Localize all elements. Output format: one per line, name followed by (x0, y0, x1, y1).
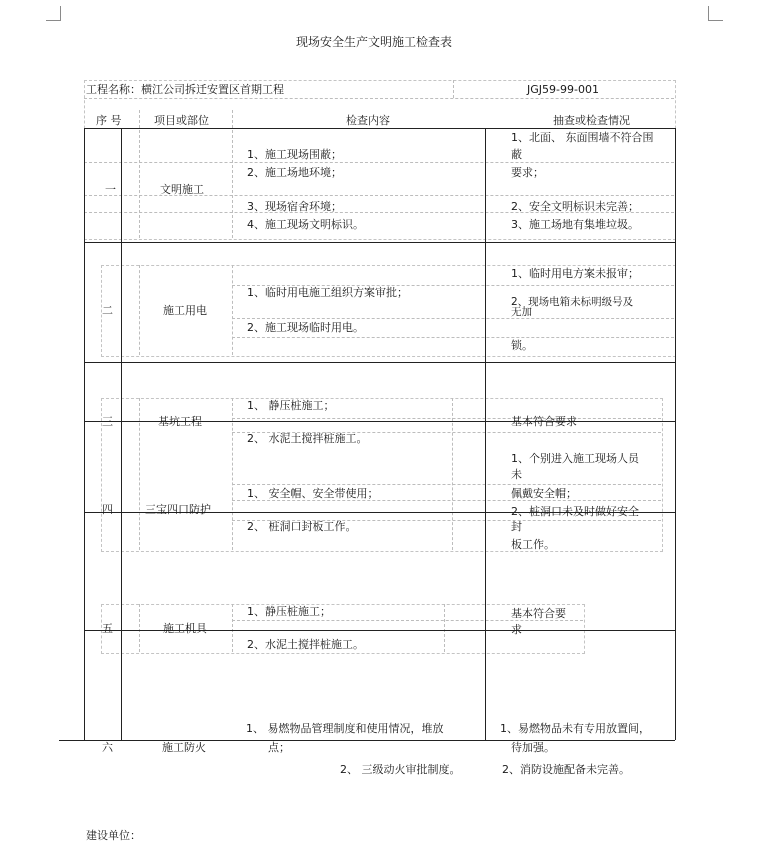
result-line: 佩戴安全帽； (511, 487, 577, 500)
section-seq: 一 (105, 183, 116, 196)
row-guide (84, 98, 674, 99)
result-line: 要求； (511, 166, 544, 179)
col-guide (232, 604, 233, 652)
result-line: 2、安全文明标识未完善； (511, 200, 639, 213)
col-guide (232, 265, 233, 355)
section-seq: 五 (102, 622, 113, 635)
col-guide (139, 265, 140, 355)
result-line: 1、北面、 东面围墙不符合围 (511, 131, 654, 144)
result-line: 求 (511, 623, 522, 636)
result-line: 封 (511, 520, 522, 533)
document-title: 现场安全生产文明施工检查表 (296, 35, 453, 49)
section-name: 三宝四口防护 (145, 503, 211, 516)
result-line: 2、消防设施配备未完善。 (502, 763, 630, 776)
row-guide (232, 620, 583, 621)
table-bottom-line (59, 740, 675, 741)
row-line (84, 242, 675, 243)
table-frame-guide (84, 80, 676, 240)
content-line: 2、 三级动火审批制度。 (340, 763, 461, 776)
content-line: 1、施工现场围蔽； (247, 148, 342, 161)
result-line: 2、桩洞口未及时做好安全 (511, 505, 639, 518)
result-line: 板工作。 (511, 538, 555, 551)
section-name: 施工防火 (162, 741, 206, 754)
result-line: 1、易燃物品未有专用放置间， (500, 722, 650, 735)
row-guide (232, 318, 674, 319)
result-line: 无加 (511, 306, 532, 318)
header-result: 抽查或检查情况 (553, 114, 630, 127)
section-seq: 三 (102, 415, 113, 428)
content-line: 4、施工现场文明标识。 (247, 218, 364, 231)
result-line: 2、现场电箱未标明级号及 (511, 296, 634, 308)
result-line: 未 (511, 468, 522, 481)
col-guide (453, 80, 454, 98)
row-guide (232, 484, 661, 485)
result-line: 基本符合要 (511, 607, 566, 620)
content-line: 1、静压桩施工； (247, 605, 331, 618)
header-seq: 序 号 (96, 114, 122, 127)
result-line: 3、施工场地有集堆垃圾。 (511, 218, 639, 231)
col-line-2 (485, 128, 486, 740)
col-line-1 (121, 128, 122, 740)
row-guide (232, 337, 674, 338)
result-line: 待加强。 (511, 741, 555, 754)
col-guide (444, 604, 445, 652)
row-guide (232, 500, 661, 501)
row-guide (232, 418, 661, 419)
content-line: 1、 易燃物品管理制度和使用情况，堆放 (246, 722, 444, 735)
section-name: 基坑工程 (158, 415, 202, 428)
row-line (84, 362, 675, 363)
crop-mark-top-right (708, 6, 723, 21)
col-guide (139, 604, 140, 652)
col-guide (232, 110, 233, 238)
result-line: 1、临时用电方案未报审； (511, 267, 639, 280)
header-item: 项目或部位 (154, 114, 209, 127)
content-line: 2、水泥土搅拌桩施工。 (247, 638, 364, 651)
result-line: 基本符合要求 (511, 415, 577, 428)
table-top-line (84, 128, 675, 129)
section-name: 施工机具 (163, 622, 207, 635)
content-line: 2、 水泥土搅拌桩施工。 (247, 432, 368, 445)
result-line: 1、个别进入施工现场人员 (511, 452, 639, 465)
section-seq: 四 (102, 503, 113, 516)
result-line: 锁。 (511, 339, 533, 352)
section-seq: 六 (102, 741, 113, 754)
content-line: 2、施工现场临时用电。 (247, 321, 364, 334)
section-name: 文明施工 (160, 183, 204, 196)
row-guide (84, 162, 674, 163)
content-line: 3、现场宿舍环境； (247, 200, 342, 213)
content-line: 点； (268, 741, 290, 754)
construction-unit-label: 建设单位： (86, 829, 141, 842)
table-left-line (84, 128, 85, 740)
header-content: 检查内容 (346, 114, 390, 127)
document-code: JGJ59-99-001 (527, 83, 599, 96)
content-line: 2、 桩洞口封板工作。 (247, 520, 357, 533)
crop-mark-top-left (46, 6, 61, 21)
content-line: 1、 安全帽、安全带使用； (247, 487, 379, 500)
content-line: 1、 静压桩施工； (247, 399, 335, 412)
content-line: 2、施工场地环境； (247, 166, 342, 179)
section-seq: 二 (102, 304, 113, 317)
content-line: 1、临时用电施工组织方案审批； (247, 286, 408, 299)
project-name-label: 工程名称：横江公司拆迁安置区首期工程 (86, 83, 284, 96)
section-name: 施工用电 (163, 304, 207, 317)
table-right-line (675, 128, 676, 740)
col-guide (139, 110, 140, 238)
result-line: 蔽 (511, 148, 522, 161)
